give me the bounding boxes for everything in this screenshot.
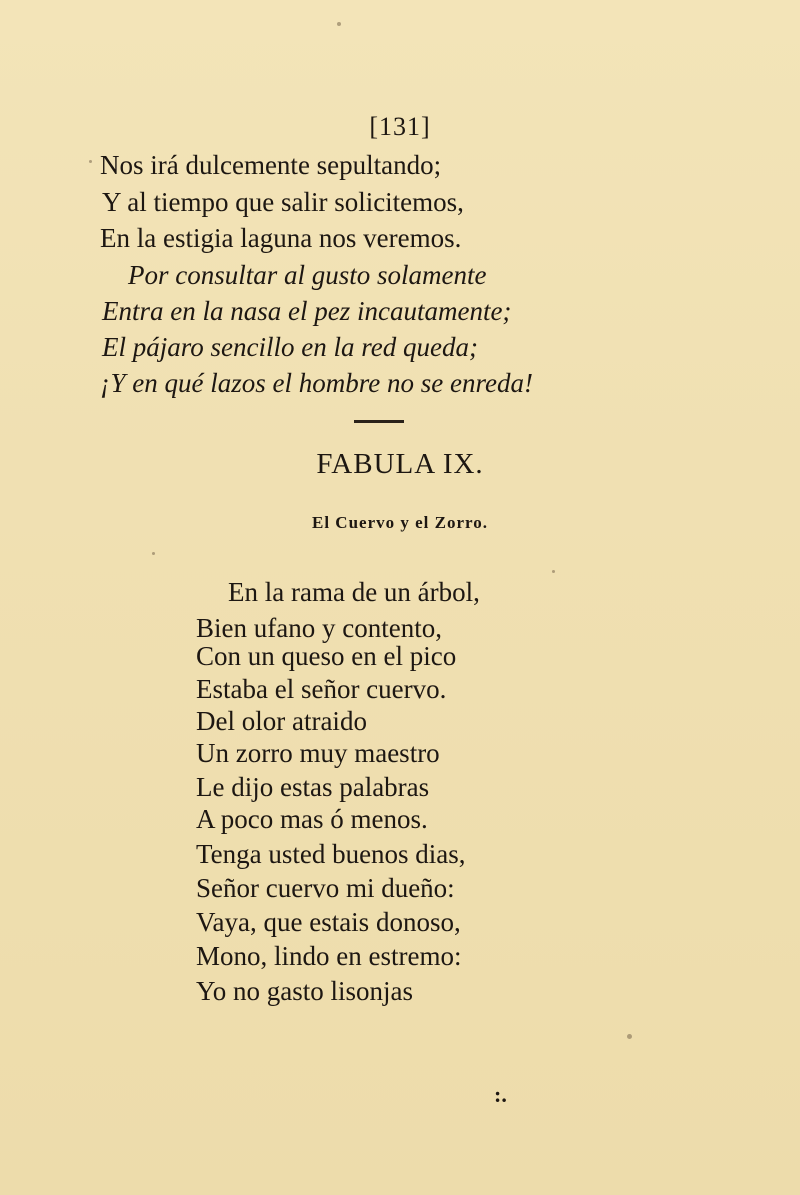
page-number: [131] bbox=[369, 112, 431, 141]
verse-line: Y al tiempo que salir solicitemos, bbox=[102, 187, 464, 217]
fable-line: Le dijo estas palabras bbox=[196, 772, 430, 802]
paper-speck bbox=[552, 570, 555, 573]
fable-line: A poco mas ó menos. bbox=[196, 804, 428, 834]
paper-speck bbox=[337, 22, 341, 26]
fable-title: FABULA IX. bbox=[316, 448, 484, 480]
catchword-mark: :. bbox=[494, 1082, 507, 1107]
verse-line: Nos irá dulcemente sepultando; bbox=[100, 150, 442, 180]
moral-line: El pájaro sencillo en la red queda; bbox=[102, 332, 478, 362]
section-divider bbox=[354, 420, 404, 423]
fable-line: Señor cuervo mi dueño: bbox=[196, 873, 455, 903]
fable-line: Yo no gasto lisonjas bbox=[196, 976, 414, 1006]
fable-line: Bien ufano y contento, bbox=[196, 613, 442, 643]
moral-line: Entra en la nasa el pez incautamente; bbox=[102, 296, 512, 326]
paper-speck bbox=[89, 160, 92, 163]
fable-line: Con un queso en el pico bbox=[196, 641, 457, 671]
paper-speck bbox=[152, 552, 155, 555]
fable-line: Del olor atraido bbox=[196, 706, 367, 736]
fable-line: Tenga usted buenos dias, bbox=[196, 839, 466, 869]
fable-line: Un zorro muy maestro bbox=[196, 738, 440, 768]
fable-line: Mono, lindo en estremo: bbox=[196, 941, 462, 971]
moral-line: Por consultar al gusto solamente bbox=[128, 260, 487, 290]
fable-line: Estaba el señor cuervo. bbox=[196, 674, 447, 704]
fable-line: En la rama de un árbol, bbox=[228, 577, 480, 607]
fable-subtitle: El Cuervo y el Zorro. bbox=[311, 513, 489, 532]
moral-line: ¡Y en qué lazos el hombre no se enreda! bbox=[100, 368, 533, 398]
verse-line: En la estigia laguna nos veremos. bbox=[100, 223, 462, 253]
fable-line: Vaya, que estais donoso, bbox=[196, 907, 461, 937]
paper-speck bbox=[627, 1034, 632, 1039]
